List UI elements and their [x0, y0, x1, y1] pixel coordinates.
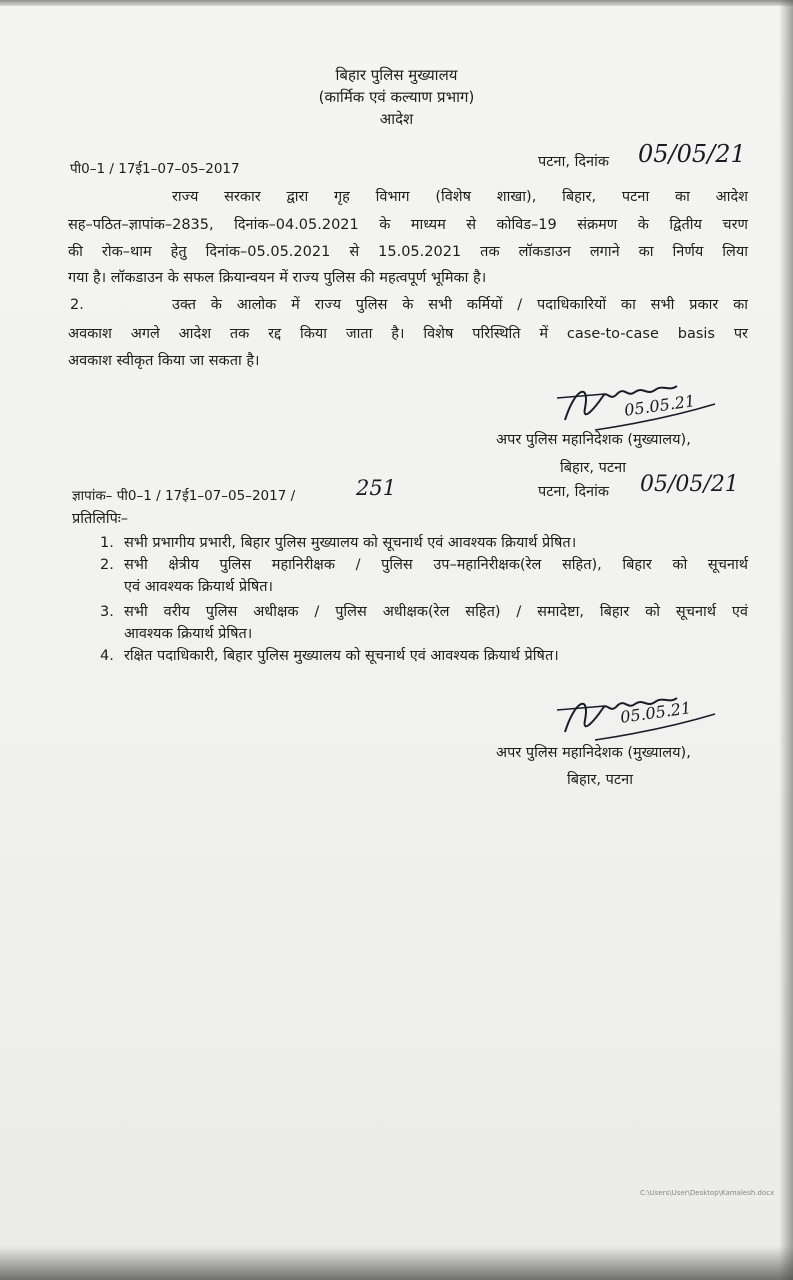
header-order-title: आदेश: [379, 110, 414, 128]
distribution-item-text: सभी प्रभागीय प्रभारी, बिहार पुलिस मुख्यालय को सूचनार्थ एवं आवश्यक क्रियार्थ प्रेषित।: [124, 535, 577, 551]
memo-place-date-label: पटना, दिनांक: [538, 484, 609, 500]
distribution-item-text: सभी वरीय पुलिस अधीक्षक / पुलिस अधीक्षक(रेल सहित) / समादेष्टा, बिहार को सूचनार्थ एवं: [124, 604, 748, 620]
distribution-item-number: 2.: [100, 557, 114, 573]
para2-line: उक्त के आलोक में राज्य पुलिस के सभी कर्मियों / पदाधिकारियों का सभी प्रकार का: [172, 297, 748, 313]
distribution-item-number: 4.: [100, 648, 114, 664]
distribution-item-text: एवं आवश्यक क्रियार्थ प्रेषित।: [124, 579, 273, 595]
distribution-item-number: 3.: [100, 604, 114, 620]
para1-line: की रोक–थाम हेतु दिनांक–05.05.2021 से 15.05.2021 तक लॉकडाउन लगाने का निर्णय लिया: [68, 244, 748, 260]
para1-line: सह–पठित–ज्ञापांक–2835, दिनांक–04.05.2021 के माध्यम से कोविड–19 संक्रमण के द्वितीय चरण: [68, 217, 748, 233]
para2-line: अवकाश स्वीकृत किया जा सकता है।: [68, 353, 260, 369]
distribution-item-text: सभी क्षेत्रीय पुलिस महानिरीक्षक / पुलिस उप–महानिरीक्षक(रेल सहित), बिहार को सूचनार्थ: [124, 557, 748, 573]
signature-date-1: 05.05.21: [623, 391, 697, 420]
para1-line: राज्य सरकार द्वारा गृह विभाग (विशेष शाखा), बिहार, पटना का आदेश: [172, 189, 748, 205]
header-office-name: बिहार पुलिस मुख्यालय: [335, 66, 458, 84]
distribution-item-number: 1.: [100, 535, 114, 551]
distribution-item-text: आवश्यक क्रियार्थ प्रेषित।: [124, 626, 253, 642]
copy-to-label: प्रतिलिपिः–: [72, 511, 129, 527]
signature-date-2: 05.05.21: [619, 698, 693, 727]
para2-number: 2.: [70, 297, 84, 313]
distribution-item-text: रक्षित पदाधिकारी, बिहार पुलिस मुख्यालय को सूचनार्थ एवं आवश्यक क्रियार्थ प्रेषित।: [124, 648, 559, 664]
handwritten-memo-number: 251: [356, 476, 397, 500]
para2-line: अवकाश अगले आदेश तक रद्द किया जाता है। विशेष परिस्थिति में case-to-case basis पर: [68, 326, 748, 342]
handwritten-order-date: 05/05/21: [638, 140, 746, 168]
signatory-location-2: बिहार, पटना: [567, 772, 633, 788]
footer-file-path: C:\Users\User\Desktop\Kamalesh.docx: [640, 1189, 775, 1197]
handwritten-memo-date: 05/05/21: [640, 472, 739, 497]
reference-number: पी0–1 / 17ई1–07–05–2017: [70, 161, 240, 177]
signatory-location-1: बिहार, पटना: [560, 460, 626, 476]
signatory-designation-2: अपर पुलिस महानिदेशक (मुख्यालय),: [496, 745, 691, 761]
signatory-designation-1: अपर पुलिस महानिदेशक (मुख्यालय),: [496, 432, 691, 448]
place-date-label: पटना, दिनांक: [538, 154, 609, 170]
memo-number: ज्ञापांक– पी0–1 / 17ई1–07–05–2017 /: [72, 488, 296, 504]
page-bottom-shadow: [0, 1246, 793, 1280]
page-top-shadow: [0, 0, 793, 6]
page-right-shadow: [779, 0, 793, 1280]
para1-line: गया है। लॉकडाउन के सफल क्रियान्वयन में राज्य पुलिस की महत्वपूर्ण भूमिका है।: [68, 270, 487, 286]
header-division: (कार्मिक एवं कल्याण प्रभाग): [318, 88, 475, 106]
